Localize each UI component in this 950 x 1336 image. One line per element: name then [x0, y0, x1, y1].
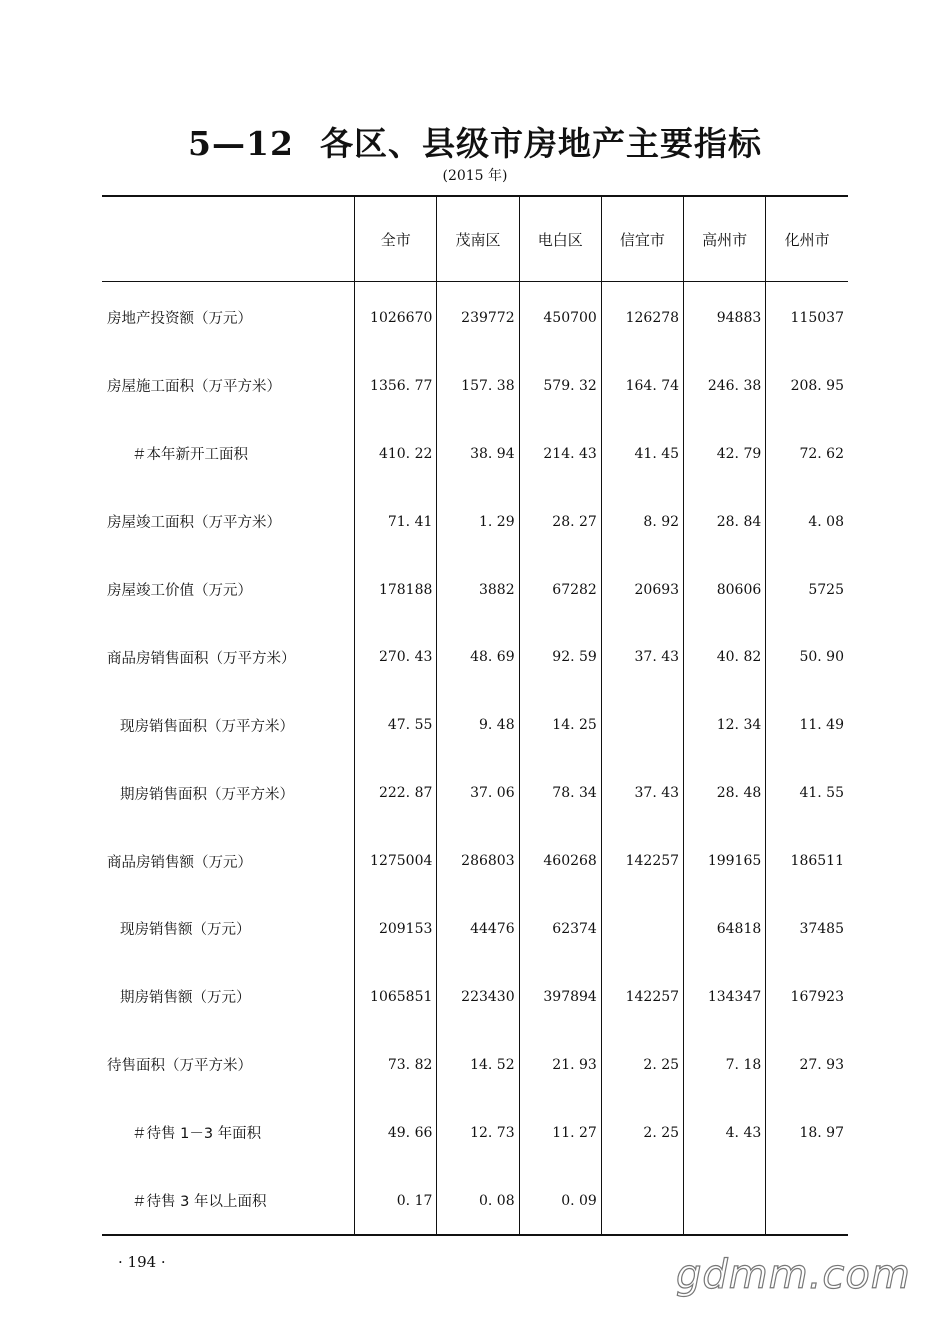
- value-cell: 142257: [601, 827, 683, 895]
- value-cell: 8. 92: [601, 488, 683, 556]
- table-subtitle: (2015 年): [442, 168, 508, 184]
- value-cell: 21. 93: [519, 1031, 601, 1099]
- table-row: [102, 556, 848, 624]
- value-cell: 14. 52: [437, 1031, 519, 1099]
- page-title: [0, 118, 950, 165]
- value-cell: 47. 55: [355, 691, 437, 759]
- value-cell: 178188: [355, 556, 437, 624]
- value-cell: 164. 74: [601, 352, 683, 420]
- value-cell: 28. 84: [684, 488, 766, 556]
- row-label: 房屋竣工价值（万元）: [107, 583, 252, 599]
- value-cell: 410. 22: [355, 420, 437, 488]
- value-cell: 186511: [766, 827, 848, 895]
- value-cell: 246. 38: [684, 352, 766, 420]
- row-label: ＃本年新开工面积: [132, 447, 248, 464]
- row-label: 期房销售额（万元）: [120, 990, 251, 1007]
- value-cell: 126278: [601, 282, 683, 352]
- value-cell: 72. 62: [766, 420, 848, 488]
- table-row: [102, 282, 848, 352]
- value-cell: 270. 43: [355, 623, 437, 691]
- value-cell: 67282: [519, 556, 601, 624]
- value-cell: 28. 27: [519, 488, 601, 556]
- value-cell: 222. 87: [355, 759, 437, 827]
- real-estate-table: [102, 195, 848, 1236]
- value-cell: 142257: [601, 963, 683, 1031]
- value-cell: 11. 49: [766, 691, 848, 759]
- value-cell: 1275004: [355, 827, 437, 895]
- value-cell: 134347: [684, 963, 766, 1031]
- value-cell: 1026670: [355, 282, 437, 352]
- value-cell: 64818: [684, 895, 766, 963]
- value-cell: 44476: [437, 895, 519, 963]
- value-cell: 223430: [437, 963, 519, 1031]
- row-label: 现房销售额（万元）: [120, 922, 251, 939]
- value-cell: 94883: [684, 282, 766, 352]
- value-cell: 14. 25: [519, 691, 601, 759]
- value-cell: 0. 17: [355, 1167, 437, 1236]
- value-cell: 41. 55: [766, 759, 848, 827]
- row-label: 房屋施工面积（万平方米）: [107, 379, 281, 396]
- table-row: [102, 488, 848, 556]
- corner-cell: [102, 196, 355, 282]
- column-header: 化州市: [766, 196, 848, 282]
- value-cell: 50. 90: [766, 623, 848, 691]
- value-cell: 92. 59: [519, 623, 601, 691]
- value-cell: 4. 43: [684, 1099, 766, 1167]
- value-cell: 49. 66: [355, 1099, 437, 1167]
- value-cell: 199165: [684, 827, 766, 895]
- value-cell: 460268: [519, 827, 601, 895]
- value-cell: 208. 95: [766, 352, 848, 420]
- value-cell: 450700: [519, 282, 601, 352]
- value-cell: [601, 1167, 683, 1236]
- row-label: 待售面积（万平方米）: [107, 1058, 252, 1075]
- row-label: 商品房销售面积（万平方米）: [107, 650, 296, 667]
- value-cell: 2. 25: [601, 1099, 683, 1167]
- table-row: [102, 623, 848, 691]
- table-number: 5—12: [188, 124, 294, 163]
- value-cell: 157. 38: [437, 352, 519, 420]
- table-row: [102, 759, 848, 827]
- row-label: 期房销售面积（万平方米）: [120, 786, 294, 803]
- value-cell: 12. 34: [684, 691, 766, 759]
- row-label: 房地产投资额（万元）: [107, 311, 252, 328]
- row-label: 现房销售面积（万平方米）: [120, 718, 294, 735]
- value-cell: 41. 45: [601, 420, 683, 488]
- value-cell: 3882: [437, 556, 519, 624]
- value-cell: 11. 27: [519, 1099, 601, 1167]
- value-cell: 0. 08: [437, 1167, 519, 1236]
- row-label: 商品房销售额（万元）: [107, 854, 252, 871]
- table-title: 各区、县级市房地产主要指标: [319, 124, 762, 163]
- header-row: [102, 196, 848, 282]
- value-cell: 73. 82: [355, 1031, 437, 1099]
- row-label: ＃待售 3 年以上面积: [132, 1194, 267, 1211]
- value-cell: 2. 25: [601, 1031, 683, 1099]
- value-cell: 80606: [684, 556, 766, 624]
- column-header: 电白区: [519, 196, 601, 282]
- table-row: [102, 352, 848, 420]
- value-cell: 37. 06: [437, 759, 519, 827]
- value-cell: [684, 1167, 766, 1236]
- value-cell: [601, 691, 683, 759]
- value-cell: 78. 34: [519, 759, 601, 827]
- table-row: [102, 420, 848, 488]
- value-cell: 20693: [601, 556, 683, 624]
- table-row: [102, 1031, 848, 1099]
- value-cell: 28. 48: [684, 759, 766, 827]
- value-cell: [766, 1167, 848, 1236]
- value-cell: 62374: [519, 895, 601, 963]
- row-label: ＃待售 1－3 年面积: [132, 1126, 262, 1143]
- column-header: 茂南区: [437, 196, 519, 282]
- value-cell: 209153: [355, 895, 437, 963]
- column-header: 高州市: [684, 196, 766, 282]
- value-cell: 397894: [519, 963, 601, 1031]
- value-cell: 1. 29: [437, 488, 519, 556]
- row-label: 房屋竣工面积（万平方米）: [107, 515, 281, 532]
- table-row: [102, 1099, 848, 1167]
- value-cell: 18. 97: [766, 1099, 848, 1167]
- table-row: [102, 895, 848, 963]
- value-cell: 48. 69: [437, 623, 519, 691]
- value-cell: 167923: [766, 963, 848, 1031]
- value-cell: 1356. 77: [355, 352, 437, 420]
- value-cell: 286803: [437, 827, 519, 895]
- value-cell: [601, 895, 683, 963]
- value-cell: 239772: [437, 282, 519, 352]
- value-cell: 115037: [766, 282, 848, 352]
- value-cell: 42. 79: [684, 420, 766, 488]
- column-header: 全市: [355, 196, 437, 282]
- value-cell: 12. 73: [437, 1099, 519, 1167]
- value-cell: 40. 82: [684, 623, 766, 691]
- column-header: 信宜市: [601, 196, 683, 282]
- table-row: [102, 1167, 848, 1236]
- value-cell: 1065851: [355, 963, 437, 1031]
- value-cell: 71. 41: [355, 488, 437, 556]
- value-cell: 37485: [766, 895, 848, 963]
- value-cell: 7. 18: [684, 1031, 766, 1099]
- value-cell: 214. 43: [519, 420, 601, 488]
- value-cell: 4. 08: [766, 488, 848, 556]
- value-cell: 37. 43: [601, 623, 683, 691]
- value-cell: 27. 93: [766, 1031, 848, 1099]
- value-cell: 37. 43: [601, 759, 683, 827]
- value-cell: 579. 32: [519, 352, 601, 420]
- table-row: [102, 963, 848, 1031]
- table-row: [102, 827, 848, 895]
- page-number: · 194 ·: [118, 1253, 166, 1271]
- value-cell: 9. 48: [437, 691, 519, 759]
- value-cell: 5725: [766, 556, 848, 624]
- table-row: [102, 691, 848, 759]
- watermark: gdmm.com: [676, 1252, 911, 1298]
- value-cell: 0. 09: [519, 1167, 601, 1236]
- value-cell: 38. 94: [437, 420, 519, 488]
